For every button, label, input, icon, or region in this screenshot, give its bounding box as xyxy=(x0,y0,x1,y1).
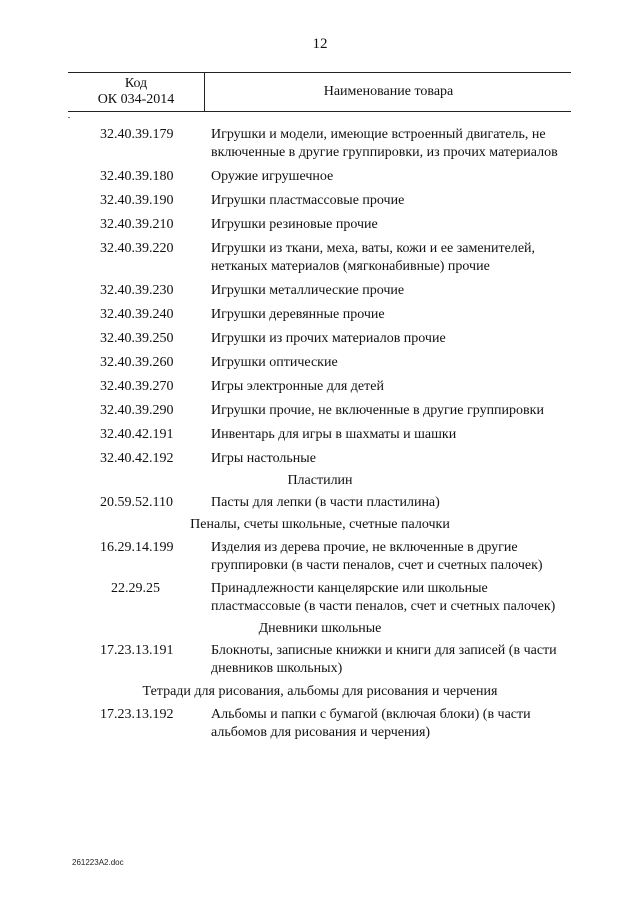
product-name: Игрушки из прочих материалов прочие xyxy=(211,331,446,346)
table-row xyxy=(0,378,640,396)
product-name: Игры электронные для детей xyxy=(211,379,384,394)
section-heading: Пеналы, счеты школьные, счетные палочки xyxy=(190,517,450,532)
table-row xyxy=(0,539,640,575)
product-name: Игрушки пластмассовые прочие xyxy=(211,193,405,208)
product-code: 32.40.39.179 xyxy=(100,127,174,142)
name-column-header: Наименование товара xyxy=(323,84,454,99)
product-code: 32.40.42.192 xyxy=(100,451,174,466)
product-code: 32.40.39.220 xyxy=(100,241,174,256)
product-code: 17.23.13.191 xyxy=(100,643,174,658)
table-row xyxy=(0,642,640,678)
section-heading: Тетради для рисования, альбомы для рисования и черчения xyxy=(142,684,498,699)
margin-tick xyxy=(68,117,70,118)
table-row xyxy=(0,354,640,372)
product-name: Игрушки из ткани, меха, ваты, кожи и ее заменителей, нетканых материалов (мягконабивные) прочие xyxy=(211,241,536,274)
product-name: Пасты для лепки (в части пластилина) xyxy=(211,495,440,510)
product-code: 32.40.39.250 xyxy=(100,331,174,346)
product-code: 22.29.25 xyxy=(111,581,160,596)
code-header-line1: Код xyxy=(124,76,148,91)
table-row xyxy=(0,192,640,210)
table-row xyxy=(0,282,640,300)
code-header-line2: ОК 034-2014 xyxy=(97,92,175,107)
section-heading: Пластилин xyxy=(287,473,353,488)
product-code: 32.40.39.230 xyxy=(100,283,174,298)
product-name: Принадлежности канцелярские или школьные пластмассовые (в части пеналов, счет и счетных палочек) xyxy=(211,581,556,614)
product-code: 32.40.39.270 xyxy=(100,379,174,394)
table-row xyxy=(0,706,640,742)
table-row xyxy=(0,330,640,348)
product-name: Игрушки прочие, не включенные в другие группировки xyxy=(211,403,544,418)
product-code: 17.23.13.192 xyxy=(100,707,174,722)
page-number: 12 xyxy=(312,36,328,52)
product-name: Игрушки деревянные прочие xyxy=(211,307,385,322)
table-row xyxy=(0,126,640,162)
footer-filename: 261223A2.doc xyxy=(72,858,124,867)
product-code: 32.40.42.191 xyxy=(100,427,174,442)
product-name: Игрушки металлические прочие xyxy=(211,283,405,298)
section-heading: Дневники школьные xyxy=(258,621,382,636)
product-name: Игры настольные xyxy=(211,451,316,466)
product-name: Игрушки оптические xyxy=(211,355,338,370)
product-code: 32.40.39.240 xyxy=(100,307,174,322)
product-name: Инвентарь для игры в шахматы и шашки xyxy=(211,427,457,442)
table-row xyxy=(0,402,640,420)
product-name: Изделия из дерева прочие, не включенные в другие группировки (в части пеналов, счет и счетных палочек) xyxy=(211,540,543,573)
product-code: 20.59.52.110 xyxy=(100,495,173,510)
table-header xyxy=(68,72,571,112)
table-row xyxy=(0,580,640,616)
product-code: 32.40.39.190 xyxy=(100,193,174,208)
product-code: 32.40.39.260 xyxy=(100,355,174,370)
product-name: Альбомы и папки с бумагой (включая блоки) (в части альбомов для рисования и черчения) xyxy=(211,707,531,740)
table-row xyxy=(0,494,640,512)
table-row xyxy=(0,306,640,324)
table-row xyxy=(0,168,640,186)
product-name: Игрушки резиновые прочие xyxy=(211,217,378,232)
table-row xyxy=(0,216,640,234)
product-code: 16.29.14.199 xyxy=(100,540,174,555)
code-column-header xyxy=(68,73,205,111)
table-row xyxy=(0,240,640,276)
product-code: 32.40.39.180 xyxy=(100,169,174,184)
table-row xyxy=(0,426,640,444)
product-name: Оружие игрушечное xyxy=(211,169,334,184)
table-body xyxy=(0,126,640,742)
product-name: Игрушки и модели, имеющие встроенный двигатель, не включенные в другие группировки, из прочих материалов xyxy=(211,127,558,160)
product-code: 32.40.39.290 xyxy=(100,403,174,418)
product-code: 32.40.39.210 xyxy=(100,217,174,232)
product-name: Блокноты, записные книжки и книги для записей (в части дневников школьных) xyxy=(211,643,557,676)
table-row xyxy=(0,450,640,468)
